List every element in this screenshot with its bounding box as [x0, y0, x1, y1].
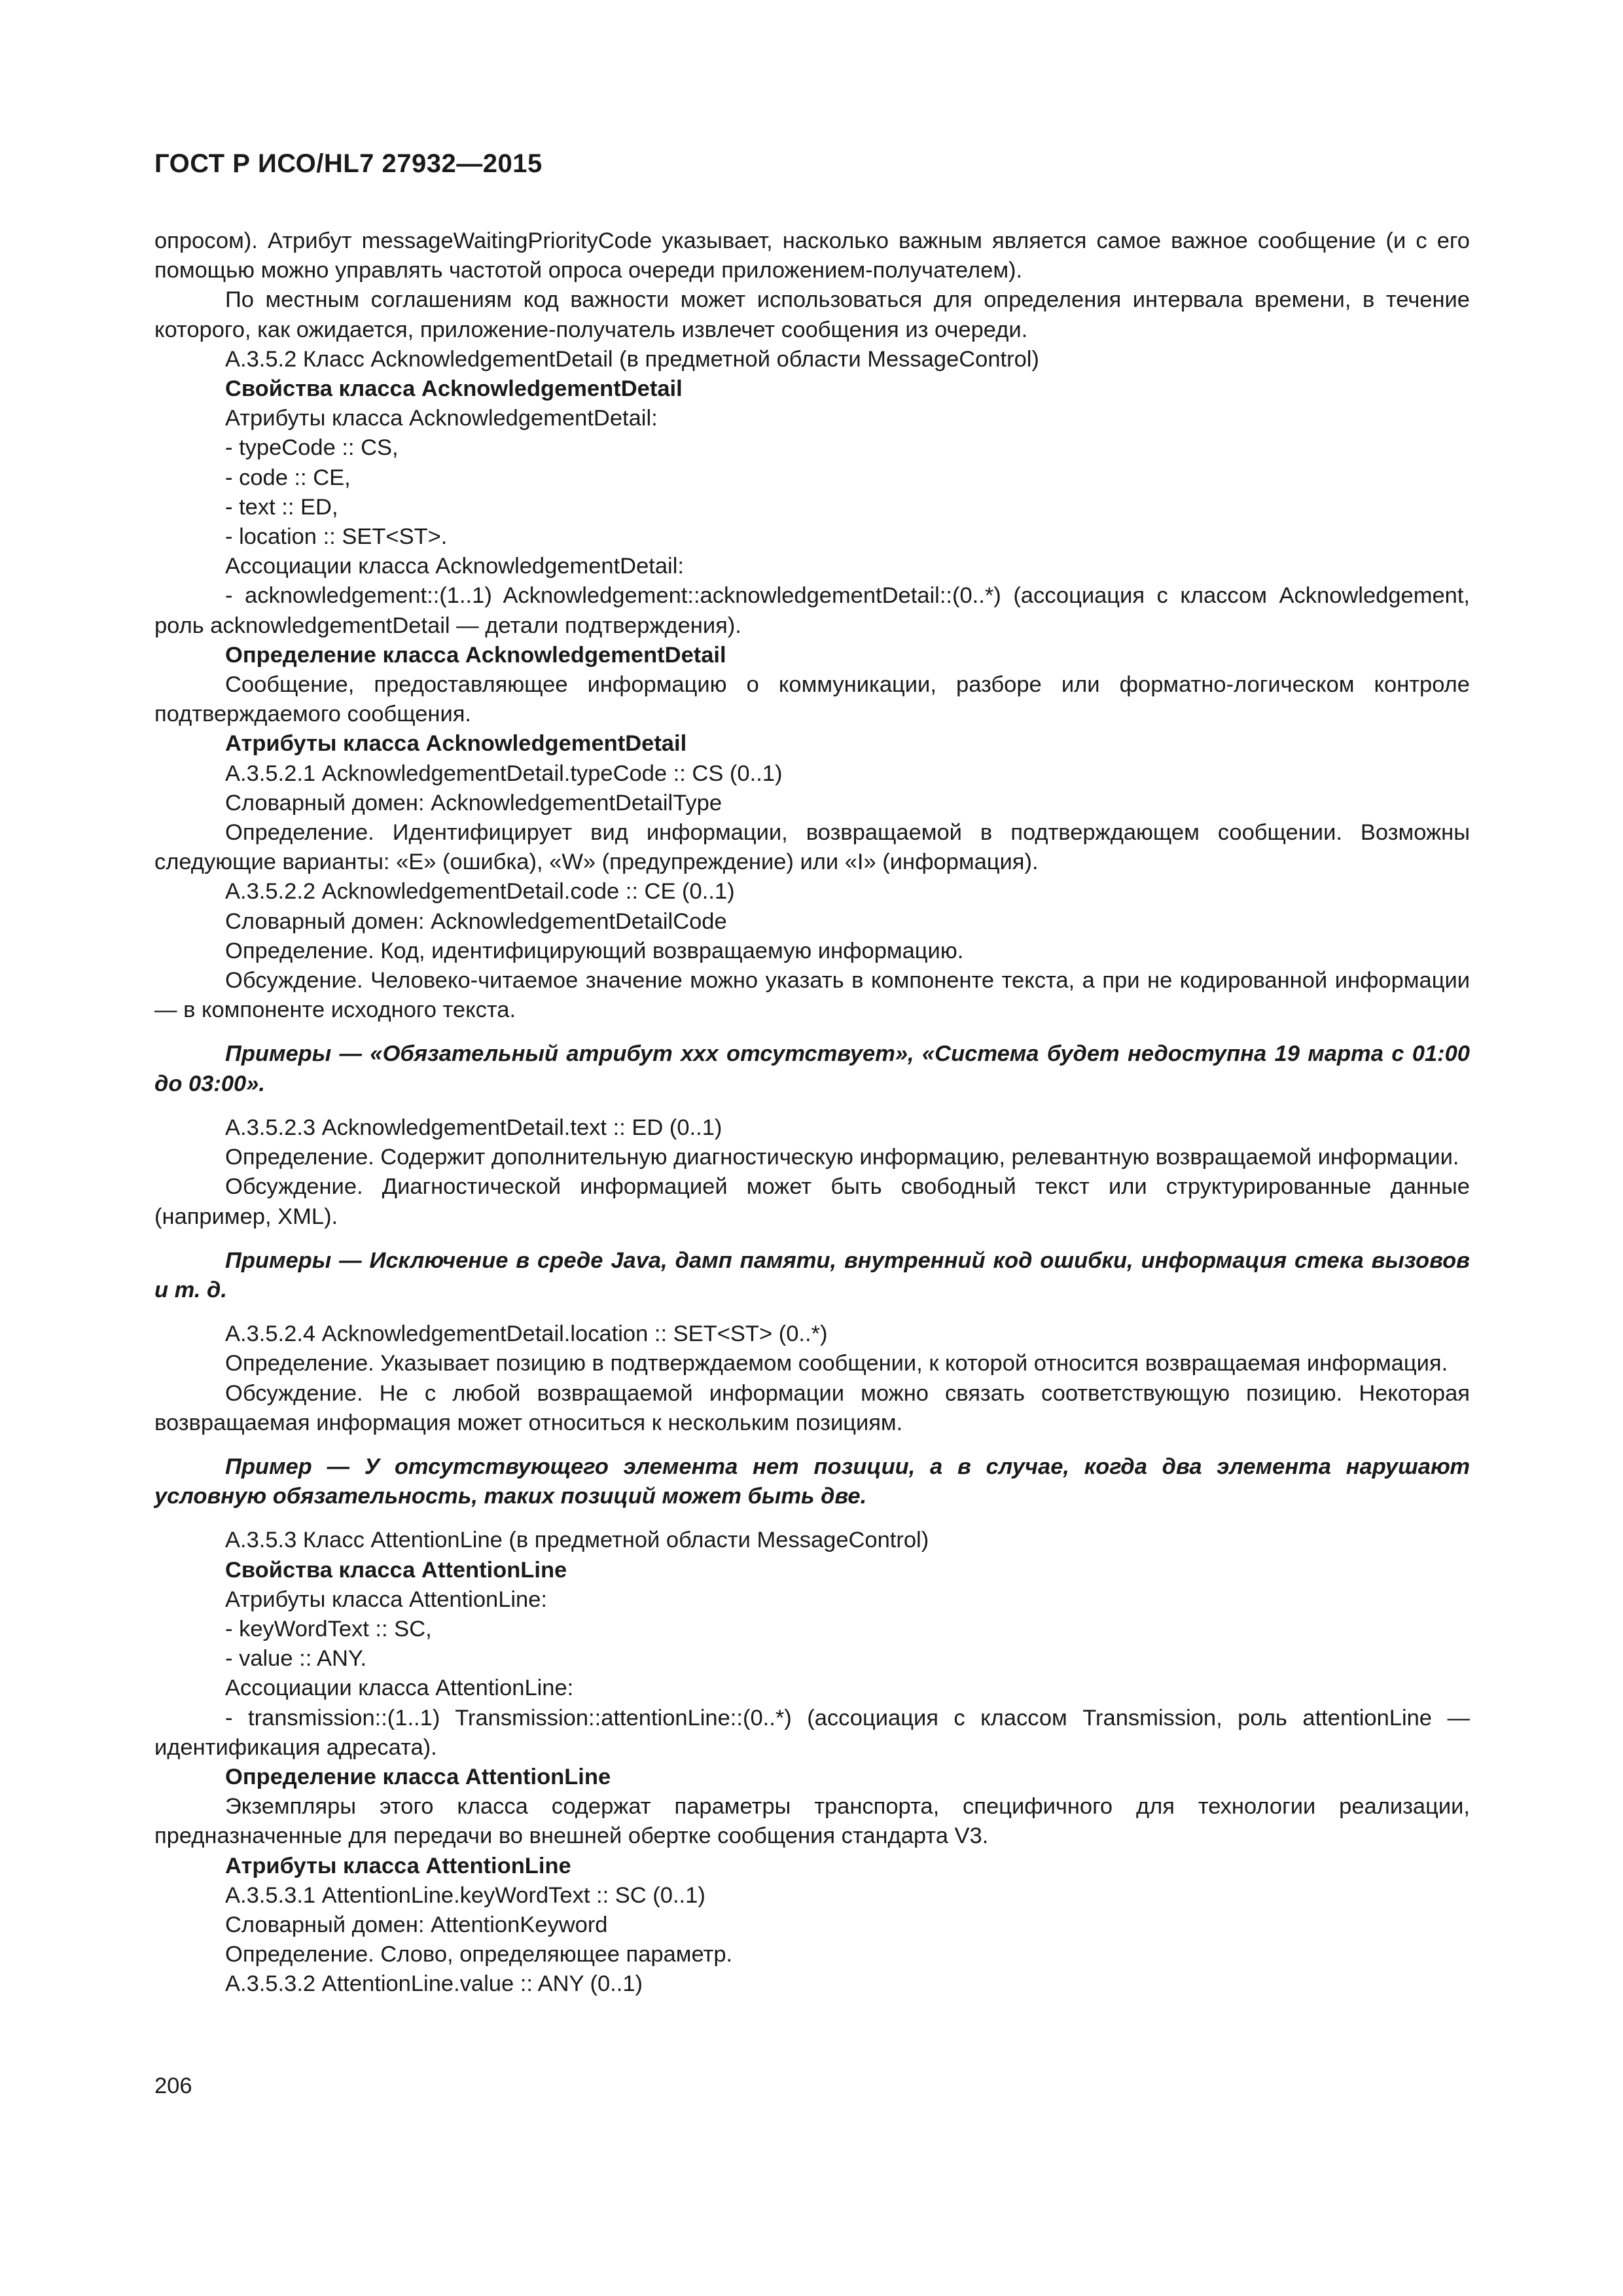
paragraph: Определение. Слово, определяющее параметр. [225, 1942, 733, 1967]
subsection-heading: Определение класса AcknowledgementDetail [225, 642, 726, 668]
paragraph: Словарный домен: AttentionKeyword [225, 1912, 608, 1937]
paragraph: Определение. Идентифицирует вид информации, возвращаемой в подтверждающем сообщении. Возможны следующие варианты: «E» (ошибка), «W» (предупреждение) или «I» (информация). [154, 820, 1470, 875]
paragraph: Экземпляры этого класса содержат параметры транспорта, специфичного для технологии реализации, предназначенные для передачи во внешней обертке сообщения стандарта V3. [154, 1794, 1470, 1849]
paragraph: Обсуждение. Человеко-читаемое значение можно указать в компоненте текста, а при не кодированной информации — в компоненте исходного текста. [154, 968, 1470, 1023]
document-standard-header: ГОСТ Р ИСО/HL7 27932—2015 [154, 149, 543, 178]
paragraph: Словарный домен: AcknowledgementDetailType [225, 790, 722, 816]
subsection-heading: Свойства класса AcknowledgementDetail [225, 376, 683, 402]
attribute-heading: А.3.5.2.3 AcknowledgementDetail.text :: ED (0..1) [225, 1115, 722, 1140]
list-item: - value :: ANY. [225, 1646, 367, 1672]
paragraph: Словарный домен: AcknowledgementDetailCode [225, 908, 727, 934]
paragraph: Ассоциации класса AcknowledgementDetail: [225, 554, 684, 579]
attribute-heading: А.3.5.3.1 AttentionLine.keyWordText :: SC (0..1) [225, 1882, 705, 1908]
attribute-heading: А.3.5.2.1 AcknowledgementDetail.typeCode :: CS (0..1) [225, 761, 783, 786]
paragraph: По местным соглашениям код важности может использоваться для определения интервала времени, в течение которого, как ожидается, приложение-получатель извлечет сообщения из очереди. [154, 287, 1470, 342]
subsection-heading: Определение класса AttentionLine [225, 1764, 611, 1789]
attribute-heading: А.3.5.2.4 AcknowledgementDetail.location :: SET<ST> (0..*) [225, 1321, 828, 1347]
paragraph: Сообщение, предоставляющее информацию о коммуникации, разборе или форматно-логическом контроле подтверждаемого сообщения. [154, 672, 1470, 727]
document-body [154, 226, 1470, 2000]
attribute-heading: А.3.5.3.2 AttentionLine.value :: ANY (0..1) [225, 1971, 643, 1997]
list-item: - code :: CE, [225, 465, 351, 490]
paragraph: Обсуждение. Диагностической информацией может быть свободный текст или структурированные данные (например, XML). [154, 1174, 1470, 1229]
list-item: - acknowledgement::(1..1) Acknowledgement::acknowledgementDetail::(0..*) (ассоциация с классом Acknowledgement, роль acknowledgementDetail — детали подтверждения). [154, 583, 1470, 638]
example-note: Примеры — Исключение в среде Java, дамп памяти, внутренний код ошибки, информация стека вызовов и т. д. [154, 1247, 1470, 1302]
list-item: - transmission::(1..1) Transmission::attentionLine::(0..*) (ассоциация с классом Transmission, роль attentionLine — идентификация адресата). [154, 1705, 1470, 1760]
paragraph: Ассоциации класса AttentionLine: [225, 1676, 574, 1701]
paragraph: Атрибуты класса AttentionLine: [225, 1587, 548, 1612]
paragraph: Обсуждение. Не с любой возвращаемой информации можно связать соответствующую позицию. Некоторая возвращаемая информация может относиться к нескольким позициям. [154, 1380, 1470, 1435]
example-note: Пример — У отсутствующего элемента нет позиции, а в случае, когда два элемента нарушают условную обязательность, таких позиций может быть две. [154, 1454, 1470, 1509]
paragraph: Определение. Код, идентифицирующий возвращаемую информацию. [225, 938, 964, 963]
attribute-heading: А.3.5.2.2 AcknowledgementDetail.code :: CE (0..1) [225, 879, 735, 905]
list-item: - typeCode :: CS, [225, 435, 399, 461]
section-heading: А.3.5.3 Класс AttentionLine (в предметной области MessageControl) [225, 1528, 929, 1553]
list-item: - location :: SET<ST>. [225, 524, 448, 550]
subsection-heading: Атрибуты класса AcknowledgementDetail [225, 731, 687, 757]
subsection-heading: Свойства класса AttentionLine [225, 1557, 567, 1583]
paragraph: Определение. Содержит дополнительную диагностическую информацию, релевантную возвращаемой информации. [225, 1145, 1459, 1170]
paragraph: Атрибуты класса AcknowledgementDetail: [225, 406, 658, 431]
section-heading: А.3.5.2 Класс AcknowledgementDetail (в предметной области MessageControl) [225, 346, 1039, 372]
list-item: - keyWordText :: SC, [225, 1616, 432, 1641]
subsection-heading: Атрибуты класса AttentionLine [225, 1853, 571, 1878]
paragraph: Определение. Указывает позицию в подтверждаемом сообщении, к которой относится возвращаемая информация. [225, 1351, 1448, 1376]
paragraph: опросом). Атрибут messageWaitingPriorityCode указывает, насколько важным является самое важное сообщение (и с его помощью можно управлять частотой опроса очереди приложением-получателем). [154, 228, 1470, 283]
page-number: 206 [154, 2073, 192, 2098]
list-item: - text :: ED, [225, 494, 338, 520]
example-note: Примеры — «Обязательный атрибут xxx отсутствует», «Система будет недоступна 19 марта с 01:00 до 03:00». [154, 1041, 1470, 1096]
